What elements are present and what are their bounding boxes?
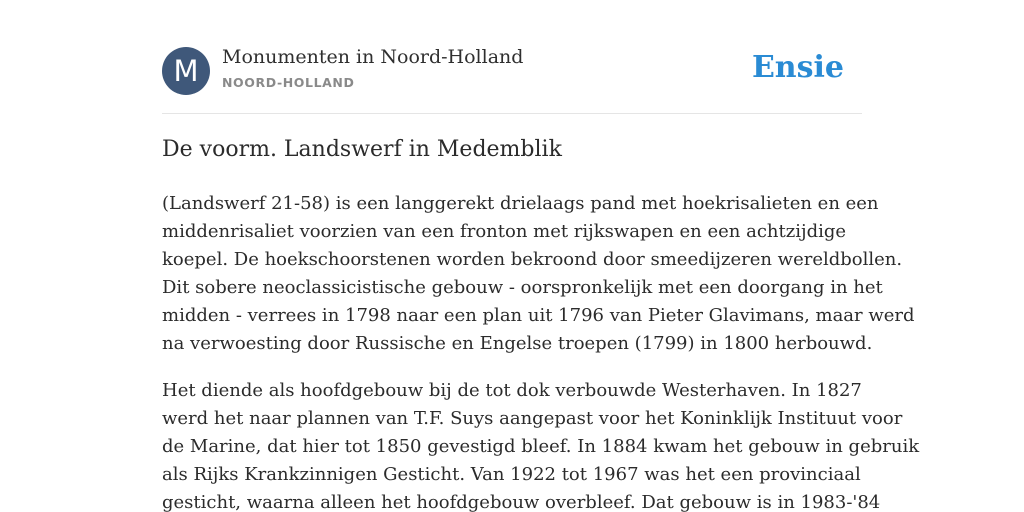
text-line: Het diende als hoofdgebouw bij de tot dok verbouwde Westerhaven. In 1827: [162, 380, 862, 401]
text-line: als Rijks Krankzinnigen Gesticht. Van 1922 tot 1967 was het een provinciaal: [162, 464, 861, 485]
text-line: gesticht, waarna alleen het hoofdgebouw overbleef. Dat gebouw is in 1983-'84: [162, 492, 881, 512]
article-paragraph: [162, 190, 915, 358]
site-header: [162, 46, 862, 96]
ensie-logo[interactable]: Ensie: [751, 50, 844, 85]
article-body: [162, 190, 920, 512]
text-line: na verwoesting door Russische en Engelse troepen (1799) in 1800 herbouwd.: [162, 333, 873, 354]
text-line: Dit sobere neoclassicistische gebouw - oorspronkelijk met een doorgang in het: [162, 277, 883, 298]
text-line: werd het naar plannen van T.F. Suys aangepast voor het Koninklijk Instituut voor: [162, 408, 903, 429]
avatar[interactable]: M: [162, 47, 210, 95]
site-subtitle: NOORD-HOLLAND: [222, 75, 355, 90]
text-line: de Marine, dat hier tot 1850 gevestigd bleef. In 1884 kwam het gebouw in gebruik: [162, 436, 920, 457]
text-line: midden - verrees in 1798 naar een plan uit 1796 van Pieter Glavimans, maar werd: [162, 305, 915, 326]
text-line: koepel. De hoekschoorstenen worden bekroond door smeedijzeren wereldbollen.: [162, 249, 903, 270]
article-paragraph: [162, 377, 920, 512]
article-title: De voorm. Landswerf in Medemblik: [162, 137, 562, 162]
header-divider: [162, 113, 862, 114]
site-title-link[interactable]: Monumenten in Noord-Holland: [222, 46, 524, 68]
text-line: (Landswerf 21-58) is een langgerekt drielaags pand met hoekrisalieten en een: [162, 193, 879, 214]
text-line: middenrisaliet voorzien van een fronton met rijkswapen en een achtzijdige: [162, 221, 847, 242]
